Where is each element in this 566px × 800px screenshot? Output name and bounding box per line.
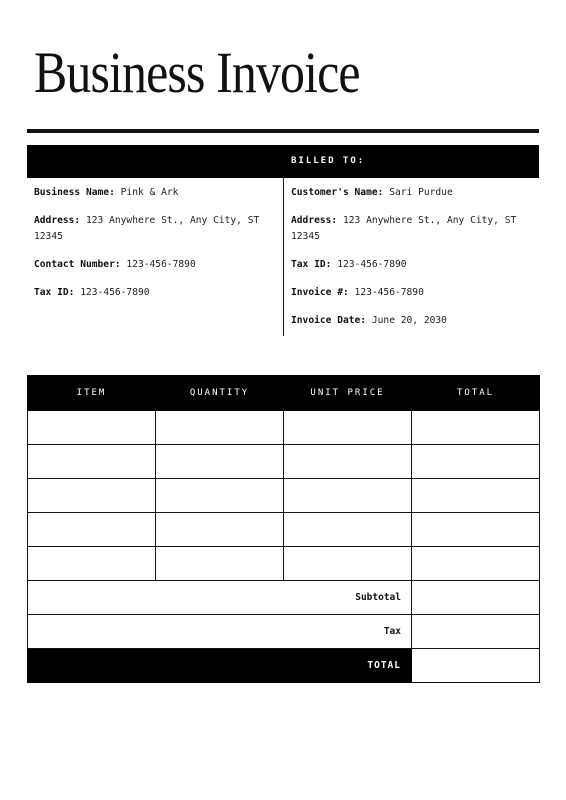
invoice-number-label: Invoice #: bbox=[291, 287, 349, 298]
table-row bbox=[28, 445, 540, 479]
quantity-cell[interactable] bbox=[156, 547, 284, 581]
contact-number-label: Contact Number: bbox=[34, 259, 121, 270]
seller-address-value: 123 Anywhere St., Any City, ST 12345 bbox=[34, 215, 260, 242]
invoice-title: Business Invoice bbox=[34, 40, 360, 105]
header-quantity: QUANTITY bbox=[156, 376, 284, 411]
seller-tax-id-line bbox=[34, 285, 272, 301]
items-table bbox=[27, 375, 540, 683]
item-cell[interactable] bbox=[28, 479, 156, 513]
unit-price-cell[interactable] bbox=[284, 513, 412, 547]
table-row bbox=[28, 411, 540, 445]
business-name-label: Business Name: bbox=[34, 187, 115, 198]
customer-info bbox=[291, 185, 531, 341]
header-item: ITEM bbox=[28, 376, 156, 411]
customer-tax-id-line bbox=[291, 257, 531, 273]
grand-total-row bbox=[28, 649, 540, 683]
quantity-cell[interactable] bbox=[156, 411, 284, 445]
billed-to-header bbox=[27, 145, 539, 178]
table-row bbox=[28, 513, 540, 547]
column-divider bbox=[283, 178, 284, 336]
subtotal-row bbox=[28, 581, 540, 615]
item-cell[interactable] bbox=[28, 411, 156, 445]
total-cell[interactable] bbox=[412, 513, 540, 547]
quantity-cell[interactable] bbox=[156, 479, 284, 513]
billed-to-label: BILLED TO: bbox=[291, 156, 366, 166]
seller-tax-id-value: 123-456-7890 bbox=[80, 287, 150, 298]
tax-label: Tax bbox=[28, 615, 412, 649]
seller-tax-id-label: Tax ID: bbox=[34, 287, 75, 298]
customer-name-label: Customer's Name: bbox=[291, 187, 384, 198]
quantity-cell[interactable] bbox=[156, 513, 284, 547]
item-cell[interactable] bbox=[28, 445, 156, 479]
tax-value-cell[interactable] bbox=[412, 615, 540, 649]
header-total: TOTAL bbox=[412, 376, 540, 411]
contact-number-value: 123-456-7890 bbox=[126, 259, 196, 270]
invoice-number-line bbox=[291, 285, 531, 301]
invoice-date-value: June 20, 2030 bbox=[371, 315, 447, 326]
business-name-line bbox=[34, 185, 272, 201]
seller-info bbox=[34, 185, 272, 313]
unit-price-cell[interactable] bbox=[284, 445, 412, 479]
seller-address-label: Address: bbox=[34, 215, 81, 226]
invoice-date-line bbox=[291, 313, 531, 329]
customer-name-line bbox=[291, 185, 531, 201]
header-unit-price: UNIT PRICE bbox=[284, 376, 412, 411]
title-rule bbox=[27, 129, 539, 133]
customer-tax-id-value: 123-456-7890 bbox=[337, 259, 407, 270]
total-cell[interactable] bbox=[412, 411, 540, 445]
grand-total-label: TOTAL bbox=[28, 649, 412, 683]
total-cell[interactable] bbox=[412, 445, 540, 479]
item-cell[interactable] bbox=[28, 513, 156, 547]
total-cell[interactable] bbox=[412, 479, 540, 513]
quantity-cell[interactable] bbox=[156, 445, 284, 479]
customer-address-value: 123 Anywhere St., Any City, ST 12345 bbox=[291, 215, 517, 242]
subtotal-value-cell[interactable] bbox=[412, 581, 540, 615]
table-row bbox=[28, 479, 540, 513]
customer-tax-id-label: Tax ID: bbox=[291, 259, 332, 270]
unit-price-cell[interactable] bbox=[284, 547, 412, 581]
subtotal-label: Subtotal bbox=[28, 581, 412, 615]
invoice-number-value: 123-456-7890 bbox=[354, 287, 424, 298]
items-header-row bbox=[28, 376, 540, 411]
unit-price-cell[interactable] bbox=[284, 411, 412, 445]
customer-address-line bbox=[291, 213, 531, 245]
grand-total-value-cell[interactable] bbox=[412, 649, 540, 683]
customer-name-value: Sari Purdue bbox=[389, 187, 453, 198]
total-cell[interactable] bbox=[412, 547, 540, 581]
invoice-date-label: Invoice Date: bbox=[291, 315, 367, 326]
table-row bbox=[28, 547, 540, 581]
business-name-value: Pink & Ark bbox=[120, 187, 179, 198]
contact-number-line bbox=[34, 257, 272, 273]
unit-price-cell[interactable] bbox=[284, 479, 412, 513]
seller-address-line bbox=[34, 213, 272, 245]
customer-address-label: Address: bbox=[291, 215, 338, 226]
item-cell[interactable] bbox=[28, 547, 156, 581]
tax-row bbox=[28, 615, 540, 649]
